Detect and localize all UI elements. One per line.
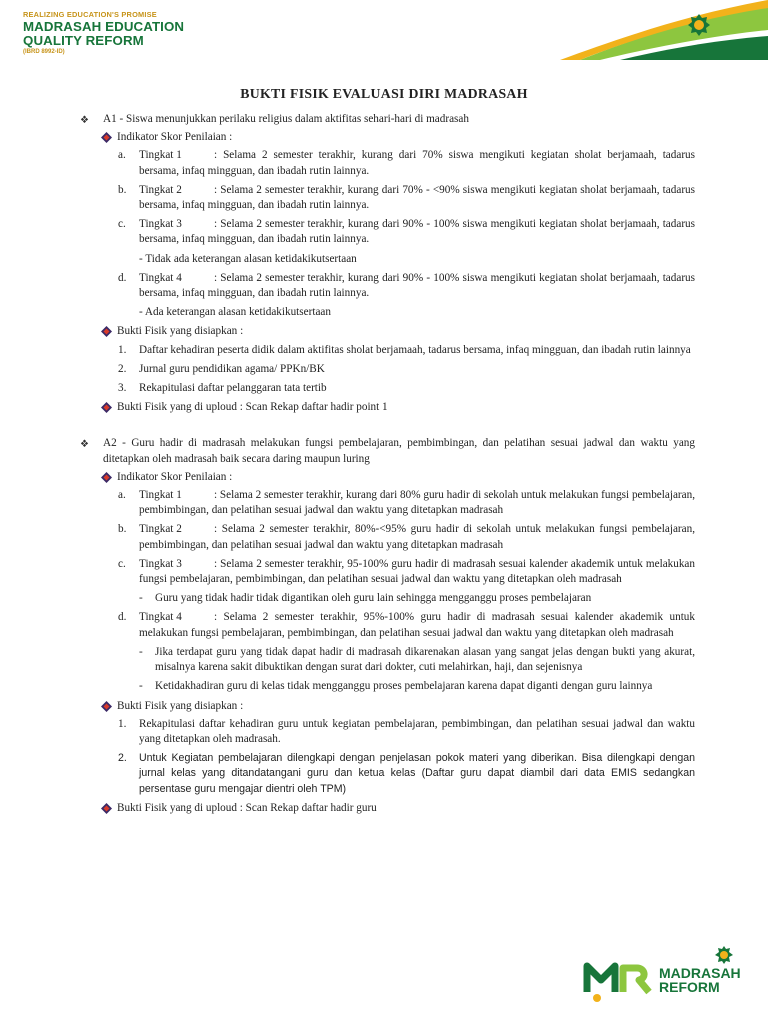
logo-r-mark-icon bbox=[623, 968, 649, 992]
footer-madrasah-reform-logo bbox=[583, 944, 743, 1006]
arrow-bullet-icon bbox=[101, 803, 112, 814]
arrow-bullet-icon bbox=[101, 472, 112, 483]
bukti-list bbox=[103, 717, 695, 797]
indikator-heading: Indikator Skor Penilaian : bbox=[101, 130, 695, 145]
dash-note: - Ketidakhadiran guru di kelas tidak mengganggu proses pembelajaran karena dapat diganti dengan guru lainnya bbox=[139, 680, 653, 693]
header-logo-text bbox=[23, 10, 184, 57]
bukti-list bbox=[103, 343, 695, 397]
section-a2-intro: A2 - Guru hadir di madrasah melakukan fungsi pembelajaran, pembimbingan, dan pelatihan sesuai jadwal dan waktu yang ditetapkan oleh madrasah baik secara daring maupun luring bbox=[103, 437, 695, 465]
footer-emblem-icon bbox=[715, 946, 733, 964]
page-title: BUKTI FISIK EVALUASI DIRI MADRASAH bbox=[240, 86, 528, 101]
list-item: a. Tingkat 1 : Selama 2 semester terakhir, kurang dari 80% guru hadir di sekolah untuk melakukan fungsi pembelajaran, pembimbingan, dan pelatihan sesuai jadwal dan waktu yang ditetapkan madrasah bbox=[118, 489, 695, 517]
ministry-emblem-icon bbox=[688, 14, 710, 36]
indikator-list bbox=[103, 148, 695, 320]
header-code: (IBRD 8992-ID) bbox=[23, 49, 65, 55]
arrow-bullet-icon bbox=[101, 701, 112, 712]
list-item: c. Tingkat 3 : Selama 2 semester terakhir, kurang dari 90% - 100% siswa mengikuti kegiatan sholat berjamaah, tadarus bersama, infaq mingguan, dan ibadah rutin lainnya. bbox=[118, 218, 695, 246]
list-item: d. Tingkat 4 : Selama 2 semester terakhir, kurang dari 90% - 100% siswa mengikuti kegiatan sholat berjamaah, tadarus bersama, infaq mingguan, dan ibadah rutin lainnya. bbox=[118, 271, 695, 300]
diamond-bullet-icon: ❖ bbox=[80, 439, 89, 451]
dash-note: - Guru yang tidak hadir tidak digantikan oleh guru lain sehingga mengganggu proses pembelajaran bbox=[139, 592, 592, 605]
list-item: b. Tingkat 2 : Selama 2 semester terakhir, kurang dari 70% - <90% siswa mengikuti kegiatan sholat berjamaah, tadarus bersama, infaq mingguan, dan ibadah rutin lainnya. bbox=[118, 183, 695, 212]
header-tagline: REALIZING EDUCATION'S PROMISE bbox=[23, 10, 157, 19]
dash-note: - Jika terdapat guru yang tidak dapat hadir di madrasah dikarenakan alasan yang sangat jelas dengan bukti yang akurat, misalnya karena sakit dibuktikan dengan surat dari dokter, cuti melahirkan, haji, dan sejenisnya bbox=[139, 645, 695, 674]
list-item: 2. Jurnal guru pendidikan agama/ PPKn/BK bbox=[118, 362, 325, 375]
list-item: 1. Daftar kehadiran peserta didik dalam aktifitas sholat berjamaah, tadarus bersama, infaq mingguan, dan ibadah rutin lainnya bbox=[118, 343, 691, 356]
document-body bbox=[80, 112, 695, 819]
indikator-list bbox=[103, 488, 695, 694]
logo-dot-icon bbox=[593, 994, 601, 1002]
upload-line: Bukti Fisik yang di uploud : Scan Rekap daftar hadir guru bbox=[101, 801, 695, 816]
diamond-bullet-icon: ❖ bbox=[80, 115, 89, 126]
list-item: b. Tingkat 2 : Selama 2 semester terakhir, 80%-<95% guru hadir di sekolah untuk melakukan fungsi pembelajaran, pembimbingan, dan pelatihan sesuai jadwal dan waktu yang ditetapkan madrasah bbox=[118, 523, 695, 551]
tingkat-note: - Tidak ada keterangan alasan ketidakikutsertaan bbox=[139, 252, 357, 265]
upload-line: Bukti Fisik yang di uploud : Scan Rekap daftar hadir point 1 bbox=[101, 400, 695, 415]
list-item: d. Tingkat 4 : Selama 2 semester terakhir, 95%-100% guru hadir di madrasah sesuai kalender akademik untuk melakukan fungsi pembelajaran, pembimbingan, dan pelatihan sesuai jadwal dan waktu yang ditetapkan oleh madrasah bbox=[118, 611, 695, 639]
bukti-heading: Bukti Fisik yang disiapkan : bbox=[101, 699, 695, 714]
footer-logo-line2: REFORM bbox=[659, 979, 720, 995]
indikator-heading: Indikator Skor Penilaian : bbox=[101, 470, 695, 485]
list-item: c. Tingkat 3 : Selama 2 semester terakhir, 95-100% guru hadir di madrasah sesuai kalender akademik untuk melakukan fungsi pembelajaran, pembimbingan, dan pelatihan sesuai jadwal dan waktu yang ditetapkan oleh madrasah bbox=[118, 557, 695, 586]
arrow-bullet-icon bbox=[101, 402, 112, 413]
list-item: 1. Rekapitulasi daftar kehadiran guru untuk kegiatan pembelajaran, pembimbingan, dan pelatihan sesuai jadwal dan waktu yang ditetapkan oleh madrasah. bbox=[118, 717, 695, 745]
header-line1: MADRASAH EDUCATION bbox=[23, 19, 185, 34]
section-a2 bbox=[80, 436, 695, 815]
arrow-bullet-icon bbox=[101, 132, 112, 143]
section-a1 bbox=[80, 112, 695, 415]
tingkat-note: - Ada keterangan alasan ketidakikutsertaan bbox=[139, 306, 331, 319]
list-item: 2. Untuk Kegiatan pembelajaran dilengkapi dengan penjelasan pokok materi yang diberikan. Bisa dilengkapi dengan jurnal kelas yang ditandatangani guru dan ketua kelas (Daftar guru dapat diambil dari data EMIS sedangkan persentase guru mengajar dientri oleh TPM) bbox=[118, 752, 695, 795]
list-item: 3. Rekapitulasi daftar pelanggaran tata tertib bbox=[118, 382, 327, 395]
footer-logo-line1: MADRASAH bbox=[659, 965, 741, 981]
arrow-bullet-icon bbox=[101, 326, 112, 337]
list-item: a. Tingkat 1 : Selama 2 semester terakhir, kurang dari 70% siswa mengikuti kegiatan sholat berjamaah, tadarus bersama, infaq mingguan, dan ibadah rutin lainnya. bbox=[118, 149, 695, 177]
bukti-heading: Bukti Fisik yang disiapkan : bbox=[101, 324, 695, 339]
section-a1-intro: A1 - Siswa menunjukkan perilaku religius dalam aktifitas sehari-hari di madrasah bbox=[103, 113, 469, 125]
header-swoosh-graphic bbox=[560, 0, 768, 60]
logo-m-mark-icon bbox=[587, 966, 615, 992]
header-line2: QUALITY REFORM bbox=[23, 33, 144, 48]
